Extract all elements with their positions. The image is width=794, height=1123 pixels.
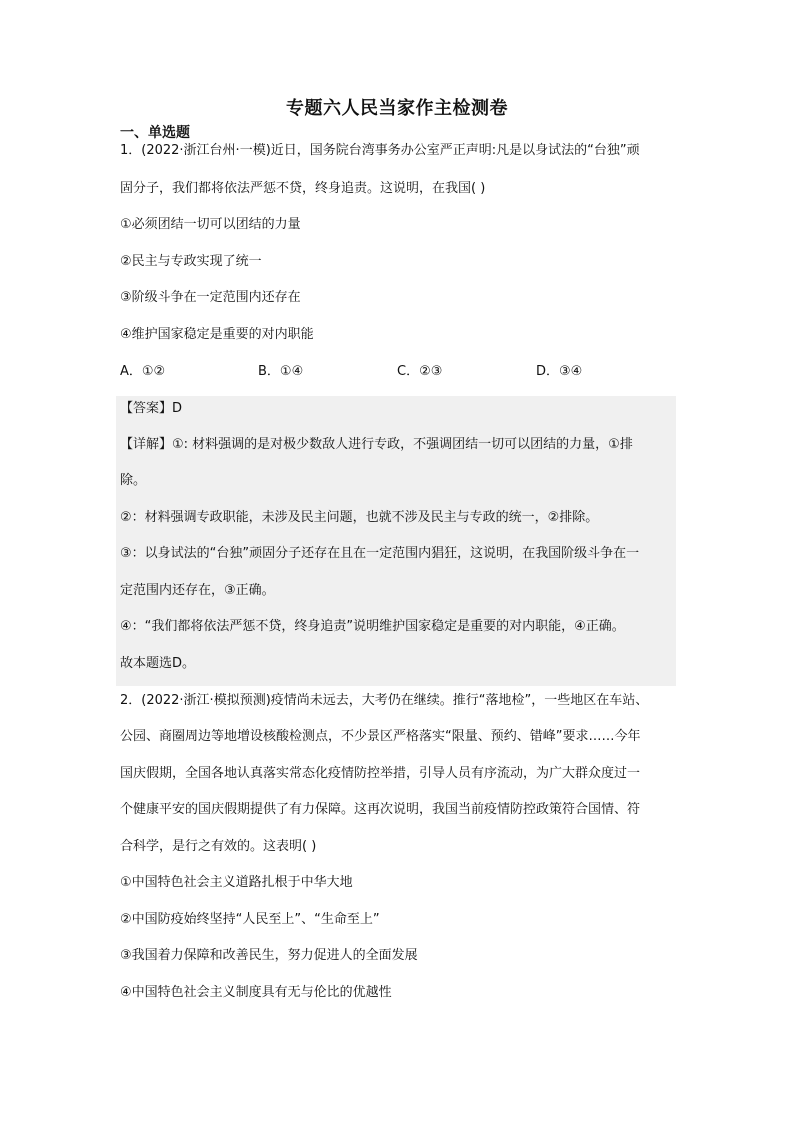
q1-analysis-line-7: 故本题选D。 xyxy=(120,656,196,671)
q1-analysis-line-1: 【详解】①: 材料强调的是对极少数敌人进行专政，不强调团结一切可以团结的力量，①排 xyxy=(120,437,633,452)
q2-item-1: ①中国特色社会主义道路扎根于中华大地 xyxy=(120,875,353,890)
q1-item-3: ③阶级斗争在一定范围内还存在 xyxy=(120,290,301,305)
q1-analysis-line-6: ④：“我们都将依法严惩不贷，终身追责”说明维护国家稳定是重要的对内职能，④正确。 xyxy=(120,619,625,634)
q1-analysis-line-3: ②：材料强调专政职能，未涉及民主问题，也就不涉及民主与专政的统一，②排除。 xyxy=(120,510,599,525)
q2-stem-line-1: 2．(2022·浙江·模拟预测)疫情尚未远去，大考仍在继续。推行“落地检”，一些地区在车站、 xyxy=(120,693,649,708)
q1-stem-line-2: 固分子，我们都将依法严惩不贷，终身追责。这说明，在我国( ) xyxy=(120,181,486,196)
q2-item-2: ②中国防疫始终坚持“人民至上”、“生命至上” xyxy=(120,912,380,927)
q1-analysis-line-4: ③：以身试法的“台独”顽固分子还存在且在一定范围内猖狂，这说明，在我国阶级斗争在一 xyxy=(120,546,640,561)
q2-item-3: ③我国着力保障和改善民生，努力促进人的全面发展 xyxy=(120,948,418,963)
q1-answer: 【答案】D xyxy=(120,401,183,416)
q2-stem-line-5: 合科学，是行之有效的。这表明( ) xyxy=(120,839,317,854)
q1-item-4: ④维护国家稳定是重要的对内职能 xyxy=(120,327,314,342)
q1-option-c: C．②③ xyxy=(397,364,443,379)
q1-option-d: D．③④ xyxy=(536,364,583,379)
q2-stem-line-2: 公园、商圈周边等地增设核酸检测点，不少景区严格落实“限量、预约、错峰”要求……今年 xyxy=(120,729,641,744)
q1-option-a: A．①② xyxy=(120,364,166,379)
q1-option-b: B．①④ xyxy=(258,364,304,379)
q1-item-1: ①必须团结一切可以团结的力量 xyxy=(120,217,301,232)
q2-stem-line-4: 个健康平安的国庆假期提供了有力保障。这再次说明，我国当前疫情防控政策符合国情、符 xyxy=(120,802,641,817)
page-title: 专题六人民当家作主检测卷 xyxy=(286,98,508,119)
section-heading: 一、单选题 xyxy=(120,125,190,141)
q2-item-4: ④中国特色社会主义制度具有无与伦比的优越性 xyxy=(120,985,392,1000)
q1-stem-line-1: 1．(2022·浙江台州·一模)近日，国务院台湾事务办公室严正声明:凡是以身试法的“台独”顽 xyxy=(120,143,640,158)
q1-analysis-line-2: 除。 xyxy=(120,473,147,488)
q1-analysis-line-5: 定范围内还存在，③正确。 xyxy=(120,583,275,598)
q1-item-2: ②民主与专政实现了统一 xyxy=(120,254,262,269)
q2-stem-line-3: 国庆假期，全国各地认真落实常态化疫情防控举措，引导人员有序流动，为广大群众度过一 xyxy=(120,766,641,781)
